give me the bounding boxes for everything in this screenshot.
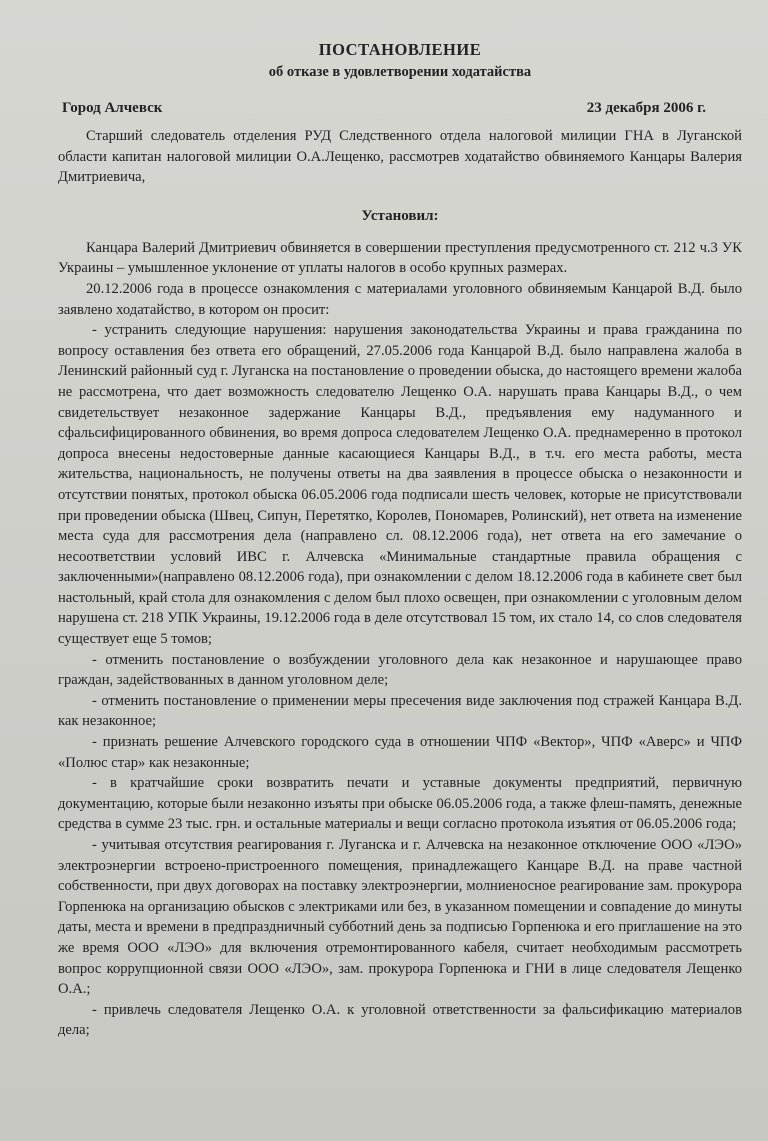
document-title: ПОСТАНОВЛЕНИЕ xyxy=(318,40,482,59)
document-subtitle: об отказе в удовлетворении ходатайства xyxy=(268,64,532,80)
paragraph-petition: 20.12.2006 года в процессе ознакомления с материалами уголовного обвиняемым Канцарой В.Д. было заявлено ходатайство, в котором он просит: xyxy=(58,280,742,318)
list-item: - учитывая отсутствия реагирования г. Луганска и г. Алчевска на незаконное отключение ООО «ЛЭО» электроэнергии встроено-пристроенного помещения, принадлежащего Канцаре В.Д. на праве частной собственности, при двух договорах на поставку электроэнергии, молниеносное реагирование зам. прокурора Горпенюка на организацию обысков с электриками или без, в указанном помещении и совпадение до минуты даты, места и времени в предпраздничный субботний день за подписью Горпенюка и его приглашение на это же время ООО «ЛЭО» для включения отремонтированного кабеля, считает необходимым рассмотреть вопрос коррупционной связи ООО «ЛЭО», зам. прокурора Горпенюка и ГНИ в лице следователя Лещенко О.А.; xyxy=(58,837,742,998)
city-date-line xyxy=(58,98,742,118)
list-item: - отменить постановление о возбуждении уголовного дела как незаконное и нарушающее право граждан, задействованных в данном уголовном деле; xyxy=(58,651,742,689)
document-body xyxy=(58,238,742,1041)
city: Город Алчевск xyxy=(62,100,163,116)
date: 23 декабря 2006 г. xyxy=(586,100,706,116)
list-item: - признать решение Алчевского городского суда в отношении ЧПФ «Вектор», ЧПФ «Аверс» и ЧПФ «Полюс стар» как незаконные; xyxy=(58,734,742,771)
intro-paragraph: Старший следователь отделения РУД Следственного отдела налоговой милиции ГНА в Луганской области капитан налоговой милиции О.А.Лещенко, рассмотрев ходатайство обвиняемого Канцары Валерия Дмитриевича, xyxy=(58,128,742,186)
paragraph-charge: Канцара Валерий Дмитриевич обвиняется в совершении преступления предусмотренного ст. 212 ч.3 УК Украины – умышленное уклонение от уплаты налогов в особо крупных размерах. xyxy=(58,239,742,277)
list-item: - отменить постановление о применении меры пресечения виде заключения под стражей Канцара В.Д. как незаконное; xyxy=(58,692,742,730)
list-item: - привлечь следователя Лещенко О.А. к уголовной ответственности за фальсификацию материалов дела; xyxy=(58,1001,742,1039)
list-item: - устранить следующие нарушения: нарушения законодательства Украины и права гражданина по вопросу оставления без ответа его обращений, 27.05.2006 года Канцарой В.Д. было направлена жалоба в Ленинский районный суд г. Луганска на постановление о проведении обыска, до настоящего времени жалоба не рассмотрена, что дает возможность следователю Лещенко О.А. нарушать права Канцары В.Д., о чем свидетельствует незаконное задержание Канцары В.Д., предъявления ему надуманного и сфальсифицированного обвинения, во время допроса следователем Лещенко О.А. преднамеренно в протокол допроса внесены недостоверные данные касающиеся Канцары В.Д., в т.ч. его места работы, места жительства, национальность, не получены ответы на два заявления в процессе обыска о незаконности и отсутствии понятых, протокол обыска 06.05.2006 года подписали шесть человек, которые не присутствовали при проведении обыска (Швец, Сипун, Перетятко, Королев, Пономарев, Ролинский), нет ответа на изменение места суда для рассмотрения дела (направлено сл. 08.12.2006 года), нет ответа на его замечание о несоответствии условий ИВС г. Алчевска «Минимальные стандартные правила обращения с заключенными»(направлено 08.12.2006 года), при ознакомлении с делом 18.12.2006 года в кабинете свет был настольный, край стола для ознакомления с делом был плохо освещен, при ознакомлении с уголовным делом нарушена ст. 218 УПК Украины, 19.12.2006 года в деле отсутствовал 15 том, их стало 14, со слов следователя существует еще 5 томов; xyxy=(58,322,742,648)
section-heading-established: Установил: xyxy=(361,207,439,224)
list-item: - в кратчайшие сроки возвратить печати и уставные документы предприятий, первичную документацию, которые были незаконно изъяты при обыске 06.05.2006 года, а также флеш-память, денежные средства в сумме 23 тыс. грн. и остальные материалы и вещи согласно протокола изъятия от 06.05.2006 года; xyxy=(58,775,742,833)
